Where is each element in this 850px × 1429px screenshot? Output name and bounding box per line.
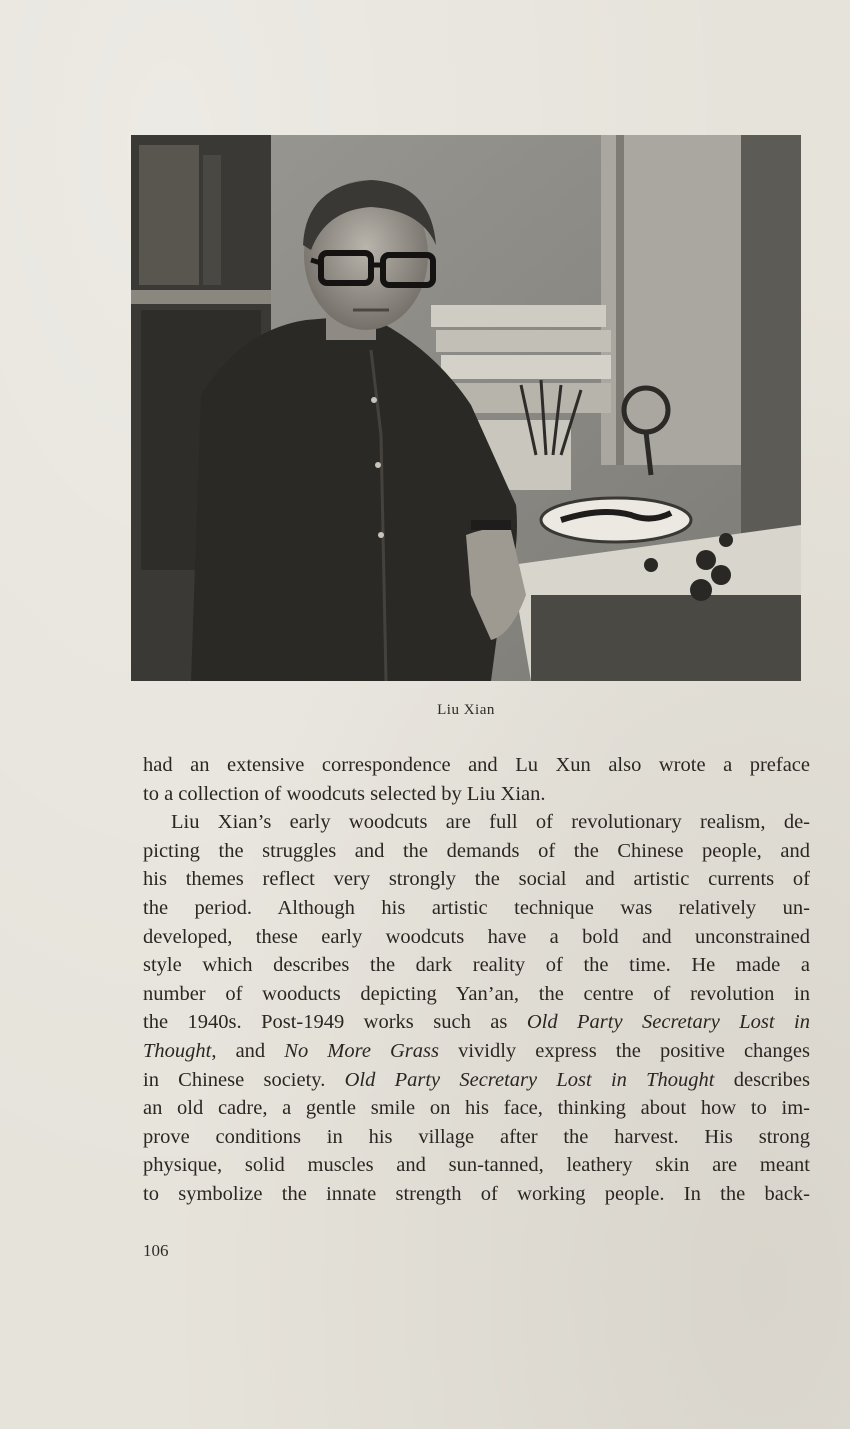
text-line: picting the struggles and the demands of the Chinese people, and [143,839,810,862]
text-line: his themes reflect very strongly the social and artistic currents of [143,868,810,891]
text-line: developed, these early woodcuts have a bold and unconstrained [143,925,810,948]
text-line [143,1037,810,1066]
text-fragment: in Chinese society. [143,1068,345,1091]
text-line: to a collection of woodcuts selected by Liu Xian. [143,782,546,805]
text-line: prove conditions in his village after the harvest. His strong [143,1125,810,1148]
portrait-photo [131,135,801,681]
page-number: 106 [143,1241,169,1260]
text-fragment: vividly express the positive changes [439,1039,810,1062]
text-fragment: describes [714,1068,810,1091]
text-line: style which describes the dark reality of the time. He made a [143,954,810,977]
text-line: Liu Xian’s early woodcuts are full of revolutionary realism, de- [171,811,810,834]
text-line: to symbolize the innate strength of working people. In the back- [143,1182,810,1205]
title-fragment: Old Party Secretary Lost in [526,1011,810,1034]
title-fragment: Thought [143,1039,212,1062]
text-line: number of wooducts depicting Yan’an, the centre of revolution in [143,982,810,1005]
text-fragment: , and [211,1039,285,1062]
text-line: physique, solid muscles and sun-tanned, leathery skin are meant [143,1154,810,1177]
text-line [143,1008,810,1037]
text-line: the period. Although his artistic technique was relatively un- [143,896,810,919]
text-line [143,1066,810,1095]
body-text [143,751,810,1209]
photo-caption: Liu Xian [437,702,495,718]
text-line: an old cadre, a gentle smile on his face, thinking about how to im- [143,1097,810,1120]
text-fragment: the 1940s. Post-1949 works such as [143,1011,527,1034]
text-line: had an extensive correspondence and Lu Xun also wrote a preface [143,754,810,776]
title-fragment: Old Party Secretary Lost in Thought [344,1068,715,1091]
title-fragment: No More Grass [284,1039,439,1062]
